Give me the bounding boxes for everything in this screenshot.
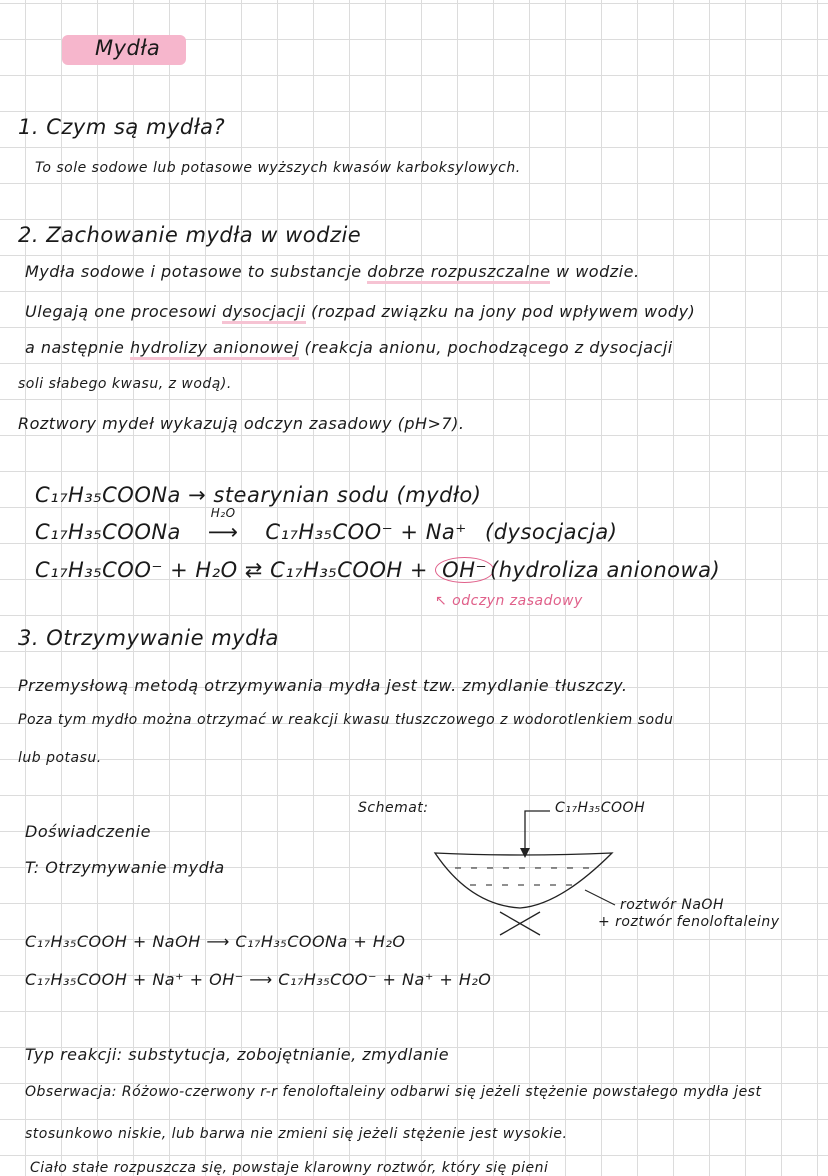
text: Mydła sodowe i potasowe to substancje bbox=[25, 262, 362, 281]
text: C₁₇H₃₅COO⁻ + Na⁺ bbox=[265, 520, 467, 544]
section3-line1: Przemysłową metodą otrzymywania mydła jest tzw. zmydlanie tłuszczy. bbox=[18, 676, 628, 695]
circled-oh: OH⁻ bbox=[435, 557, 494, 583]
equation-1: C₁₇H₃₅COONa → stearynian sodu (mydło) bbox=[35, 483, 482, 507]
text: C₁₇H₃₅COO⁻ + H₂O ⇄ C₁₇H₃₅COOH + bbox=[35, 558, 428, 582]
schema-solution-2: + roztwór fenoloftaleiny bbox=[598, 914, 780, 930]
text: Ulegają one procesowi bbox=[25, 302, 217, 321]
text: C₁₇H₃₅COONa bbox=[35, 520, 181, 544]
highlight-term: dobrze rozpuszczalne bbox=[367, 262, 550, 284]
section3-line3: lub potasu. bbox=[18, 750, 102, 766]
section3-line2: Poza tym mydło można otrzymać w reakcji kwasu tłuszczowego z wodorotlenkiem sodu bbox=[18, 712, 674, 728]
text: (rozpad związku na jony pod wpływem wody) bbox=[311, 302, 696, 321]
section1-heading: 1. Czym są mydła? bbox=[18, 115, 226, 139]
section2-line5: Roztwory mydeł wykazują odczyn zasadowy (pH>7). bbox=[18, 414, 465, 433]
odczyn-annotation: ↖ odczyn zasadowy bbox=[435, 593, 583, 609]
highlight-term: hydrolizy anionowej bbox=[130, 338, 299, 360]
text: w wodzie. bbox=[556, 262, 640, 281]
observation-line-1: Obserwacja: Różowo-czerwony r-r fenoloftaleiny odbarwi się jeżeli stężenie powstałego mydła jest bbox=[25, 1084, 762, 1100]
arrow-label: H₂O bbox=[210, 506, 236, 520]
observation-line-3: Ciało stałe rozpuszcza się, powstaje klarowny roztwór, który się pieni bbox=[30, 1160, 549, 1176]
observation-line-2: stosunkowo niskie, lub barwa nie zmieni się jeżeli stężenie jest wysokie. bbox=[25, 1126, 568, 1142]
equation-2-note: (dysocjacja) bbox=[485, 520, 618, 544]
highlight-term: dysocjacji bbox=[222, 302, 305, 324]
schema-reagent: C₁₇H₃₅COOH bbox=[555, 800, 646, 816]
experiment-equation-2: C₁₇H₃₅COOH + Na⁺ + OH⁻ ⟶ C₁₇H₃₅COO⁻ + Na⁺ + H₂O bbox=[25, 970, 492, 989]
section2-heading: 2. Zachowanie mydła w wodzie bbox=[18, 223, 362, 247]
equation-3-note: (hydroliza anionowa) bbox=[490, 558, 721, 582]
reaction-type: Typ reakcji: substytucja, zobojętnianie, zmydlanie bbox=[25, 1045, 450, 1064]
schema-solution-1: roztwór NaOH bbox=[620, 897, 724, 913]
experiment-label: Doświadczenie bbox=[25, 822, 151, 841]
page-title: Mydła bbox=[95, 36, 161, 60]
section2-line4: soli słabego kwasu, z wodą). bbox=[18, 376, 232, 392]
section1-text: To sole sodowe lub potasowe wyższych kwasów karboksylowych. bbox=[35, 160, 521, 176]
reaction-arrow: H₂O ⟶ bbox=[188, 520, 258, 544]
schema-label: Schemat: bbox=[358, 800, 429, 816]
text: a następnie bbox=[25, 338, 125, 357]
section3-heading: 3. Otrzymywanie mydła bbox=[18, 626, 279, 650]
text: (reakcja anionu, pochodzącego z dysocjacji bbox=[304, 338, 673, 357]
experiment-topic: T: Otrzymywanie mydła bbox=[25, 858, 225, 877]
experiment-equation-1: C₁₇H₃₅COOH + NaOH ⟶ C₁₇H₃₅COONa + H₂O bbox=[25, 932, 406, 951]
